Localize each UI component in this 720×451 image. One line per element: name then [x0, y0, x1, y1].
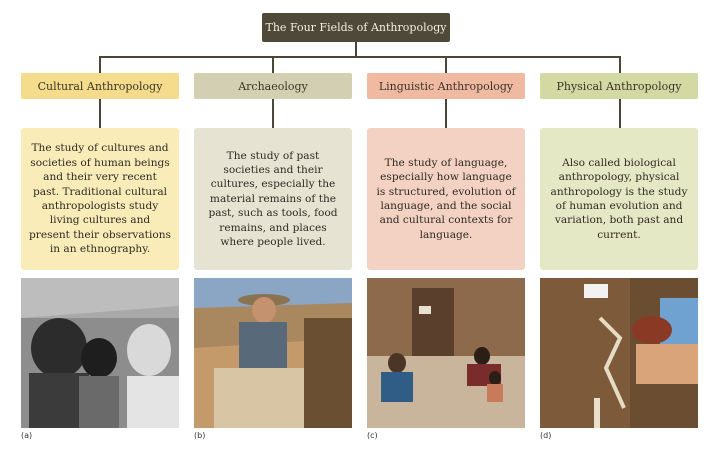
photo-caption-c: (c): [367, 431, 378, 440]
description-cultural: [21, 128, 179, 270]
branch-drop-d: [619, 56, 621, 73]
field-heading-physical: Physical Anthropology: [540, 73, 698, 99]
branch-drop-c: [445, 56, 447, 73]
head-to-desc-a: [99, 99, 101, 128]
head-to-desc-d: [619, 99, 621, 128]
branch-line: [99, 56, 621, 58]
title-stem: [355, 42, 357, 57]
description-archaeology-text: The study of past societies and their cultures, especially the material remains of the past, such as tools, food remains, and places where people lived.: [208, 149, 338, 249]
description-linguistic: [367, 128, 525, 270]
photo-cultural: [21, 278, 179, 428]
description-linguistic-text: The study of language, especially how language is structured, evolution of language, and the social and cultural contexts for language.: [376, 156, 516, 241]
description-physical-text: Also called biological anthropology, physical anthropology is the study of human evolution and variation, both past and current.: [550, 156, 688, 241]
photo-caption-a: (a): [21, 431, 33, 440]
description-physical: [540, 128, 698, 270]
photo-physical: [540, 278, 698, 428]
branch-drop-b: [272, 56, 274, 73]
diagram-title: The Four Fields of Anthropology: [262, 13, 450, 42]
description-archaeology: [194, 128, 352, 270]
description-cultural-text: The study of cultures and societies of human beings and their very recent past. Traditional cultural anthropologists study living cultures and present their observations in an ethnography.: [29, 142, 171, 256]
photo-caption-d: (d): [540, 431, 552, 440]
field-heading-archaeology: Archaeology: [194, 73, 352, 99]
branch-drop-a: [99, 56, 101, 73]
field-heading-linguistic: Linguistic Anthropology: [367, 73, 525, 99]
photo-linguistic: [367, 278, 525, 428]
head-to-desc-c: [445, 99, 447, 128]
photo-caption-b: (b): [194, 431, 206, 440]
field-heading-cultural: Cultural Anthropology: [21, 73, 179, 99]
photo-archaeology: [194, 278, 352, 428]
head-to-desc-b: [272, 99, 274, 128]
